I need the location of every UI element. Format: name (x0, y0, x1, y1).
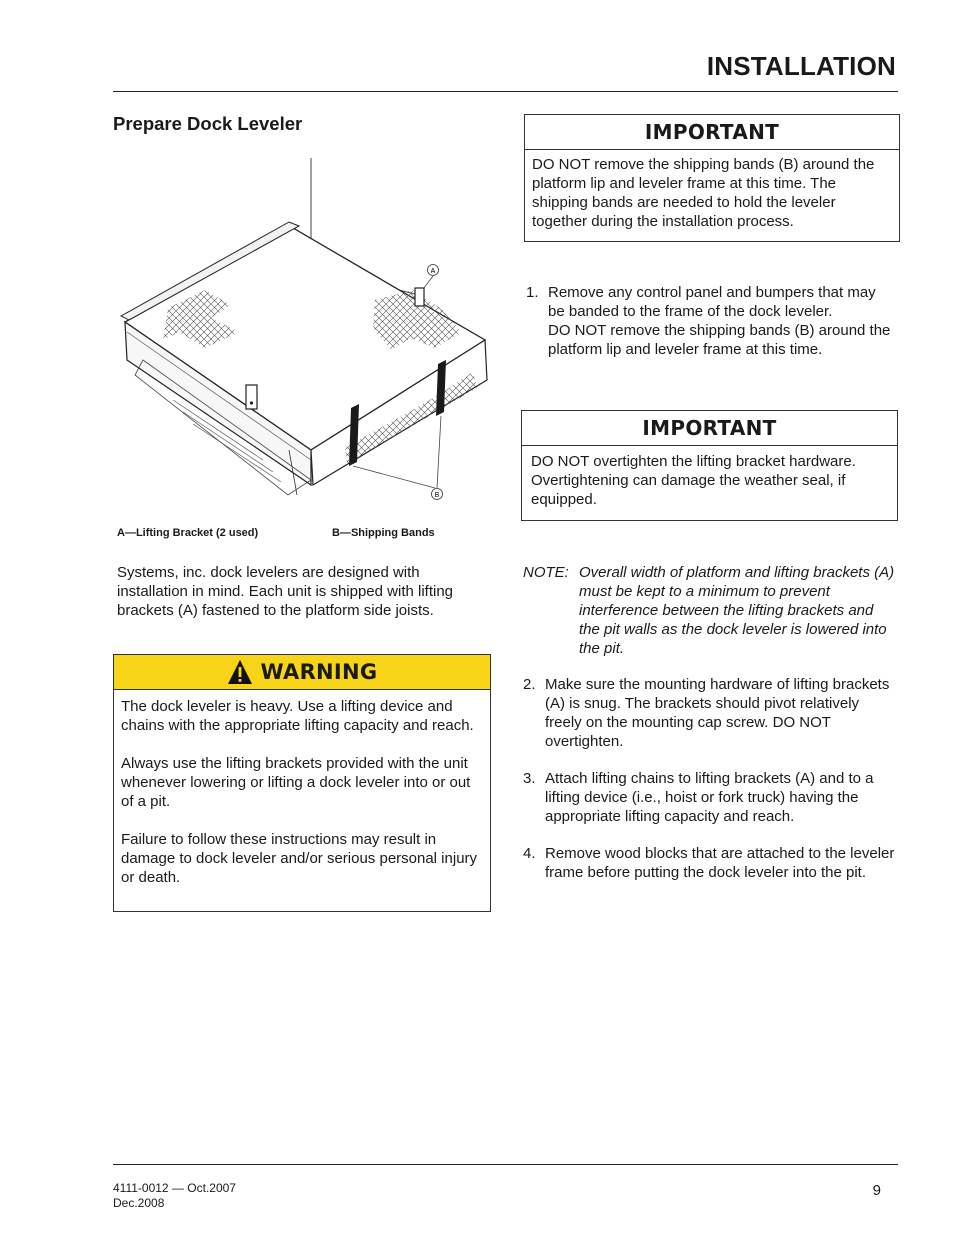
step-2-text: Make sure the mounting hardware of lifting brackets (A) is snug. The brackets should pivot relatively freely on the mounting cap screw. DO NOT overtighten. (545, 676, 890, 750)
important-box-1 (524, 114, 900, 242)
important-text-2: DO NOT overtighten the lifting bracket hardware. Overtightening can damage the weather seal, if equipped. (531, 453, 856, 508)
footer-doc-info (113, 1181, 236, 1211)
caption-lifting-bracket: A—Lifting Bracket (2 used) (117, 527, 259, 539)
callout-b-label: B (434, 492, 440, 499)
warning-triangle-icon (227, 659, 253, 685)
intro-paragraph: Systems, inc. dock levelers are designed with installation in mind. Each unit is shipped with lifting brackets (A) fastened to the platform side joists. (117, 564, 454, 619)
step-4-text: Remove wood blocks that are attached to the leveler frame before putting the dock leveler into the pit. (545, 845, 895, 881)
warning-paragraph-1: The dock leveler is heavy. Use a lifting device and chains with the appropriate lifting capacity and reach. (121, 698, 474, 734)
step-3-number: 3. (523, 770, 536, 787)
step-4 (523, 844, 895, 882)
step-3 (523, 769, 895, 826)
step-2 (523, 675, 895, 751)
step-1-number: 1. (526, 284, 539, 301)
important-header-1: IMPORTANT (525, 115, 899, 150)
important-text-1: DO NOT remove the shipping bands (B) around the platform lip and leveler frame at this time. The shipping bands are needed to hold the leveler together during the installation process. (532, 156, 875, 230)
important-box-2 (521, 410, 898, 521)
header-rule (113, 91, 898, 92)
warning-header (114, 655, 490, 690)
page-header-title: INSTALLATION (706, 51, 896, 81)
step-1-extra: DO NOT remove the shipping bands (B) around the platform lip and leveler frame at this time. (548, 322, 891, 358)
dock-leveler-illustration (113, 150, 493, 515)
warning-paragraph-2: Always use the lifting brackets provided with the unit whenever lowering or lifting a dock leveler into or out of a pit. (121, 755, 471, 810)
step-4-number: 4. (523, 845, 536, 862)
footer-revision: Dec.2008 (113, 1196, 165, 1210)
step-3-text: Attach lifting chains to lifting brackets (A) and to a lifting device (i.e., hoist or fork truck) having the appropriate lifting capacity and reach. (545, 770, 874, 825)
page-number: 9 (872, 1182, 881, 1199)
warning-box (113, 654, 491, 912)
caption-shipping-bands: B—Shipping Bands (332, 527, 435, 539)
warning-title: WARNING (260, 660, 378, 684)
step-2-number: 2. (523, 676, 536, 693)
footer-rule (113, 1164, 898, 1165)
footer-doc-number: 4111-0012 — Oct.2007 (113, 1181, 236, 1195)
note-label: NOTE: (523, 564, 569, 581)
callout-a-label: A (430, 268, 436, 275)
section-title: Prepare Dock Leveler (113, 113, 303, 134)
note-text: Overall width of platform and lifting brackets (A) must be kept to a minimum to prevent interference between the lifting brackets and the pit walls as the dock leveler is lowered into the pit. (579, 564, 895, 657)
step-1 (526, 283, 896, 359)
warning-paragraph-3: Failure to follow these instructions may result in damage to dock leveler and/or serious personal injury or death. (121, 831, 478, 886)
important-header-2: IMPORTANT (522, 411, 897, 446)
note (523, 563, 897, 658)
step-1-text: Remove any control panel and bumpers that may be banded to the frame of the dock leveler. (548, 284, 876, 320)
